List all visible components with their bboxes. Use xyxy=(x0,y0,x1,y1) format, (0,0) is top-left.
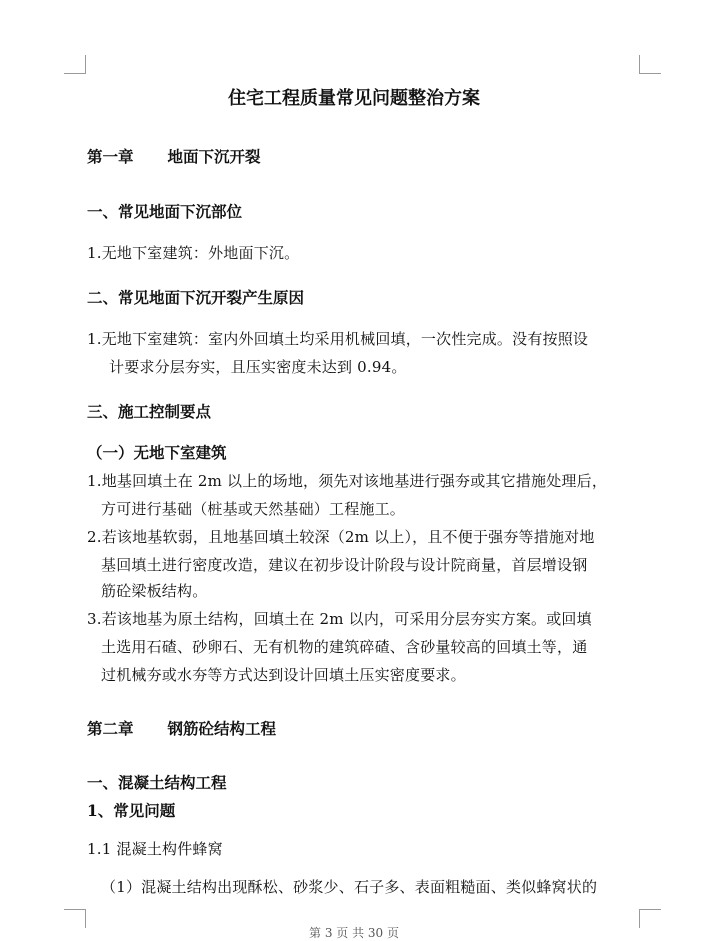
list-item: 3.若该地基为原土结构，回填土在 2m 以内，可采用分层夯实方案。或回填 xyxy=(87,610,592,628)
crop-mark-top-right xyxy=(639,55,640,74)
list-item-continuation: 土选用石碴、砂卵石、无有机物的建筑碎碴、含砂量较高的回填土等，通 xyxy=(101,638,588,656)
chapter-number: 第一章 xyxy=(87,147,134,166)
section-heading: 一、常见地面下沉部位 xyxy=(87,202,243,221)
list-item-continuation: 方可进行基础（桩基或天然基础）工程施工。 xyxy=(101,500,406,518)
subsection-heading: （一）无地下室建筑 xyxy=(87,443,227,462)
crop-mark-bottom-right xyxy=(639,909,661,910)
list-item: 2.若该地基软弱，且地基回填土较深（2m 以上），且不便于强夯等措施对地 xyxy=(87,528,595,546)
list-item-continuation: 计要求分层夯实，且压实密度未达到 0.94。 xyxy=(109,358,407,376)
page-footer: 第 3 页 共 30 页 xyxy=(309,926,399,940)
chapter-1-heading xyxy=(87,145,261,167)
crop-mark-top-right xyxy=(639,73,661,74)
section-heading: 二、常见地面下沉开裂产生原因 xyxy=(87,288,305,307)
chapter-number: 第二章 xyxy=(87,719,134,738)
crop-mark-top-left xyxy=(85,55,86,74)
chapter-title: 钢筋砼结构工程 xyxy=(167,719,277,738)
list-item: 1.无地下室建筑：室内外回填土均采用机械回填，一次性完成。没有按照设 xyxy=(87,330,589,348)
list-item-continuation: 过机械夯或水夯等方式达到设计回填土压实密度要求。 xyxy=(101,666,466,684)
list-item: 1.无地下室建筑：外地面下沉。 xyxy=(87,244,300,262)
document-title: 住宅工程质量常见问题整治方案 xyxy=(228,88,480,109)
subsection-heading: 1、常见问题 xyxy=(87,801,176,820)
list-item-continuation: 基回填土进行密度改造，建议在初步设计阶段与设计院商量，首层增设钢 xyxy=(101,556,588,574)
list-item-continuation: 筋砼梁板结构。 xyxy=(101,582,208,600)
chapter-title: 地面下沉开裂 xyxy=(167,147,261,166)
list-item: （1）混凝土结构出现酥松、砂浆少、石子多、表面粗糙面、类似蜂窝状的 xyxy=(101,878,598,896)
sub-subsection-heading: 1.1 混凝土构件蜂窝 xyxy=(87,840,223,858)
chapter-2-heading xyxy=(87,717,276,739)
list-item: 1.地基回填土在 2m 以上的场地，须先对该地基进行强夯或其它措施处理后， xyxy=(87,472,608,490)
crop-mark-top-left xyxy=(64,73,86,74)
section-heading: 三、施工控制要点 xyxy=(87,402,212,421)
section-heading: 一、混凝土结构工程 xyxy=(87,773,227,792)
crop-mark-bottom-left xyxy=(64,909,86,910)
